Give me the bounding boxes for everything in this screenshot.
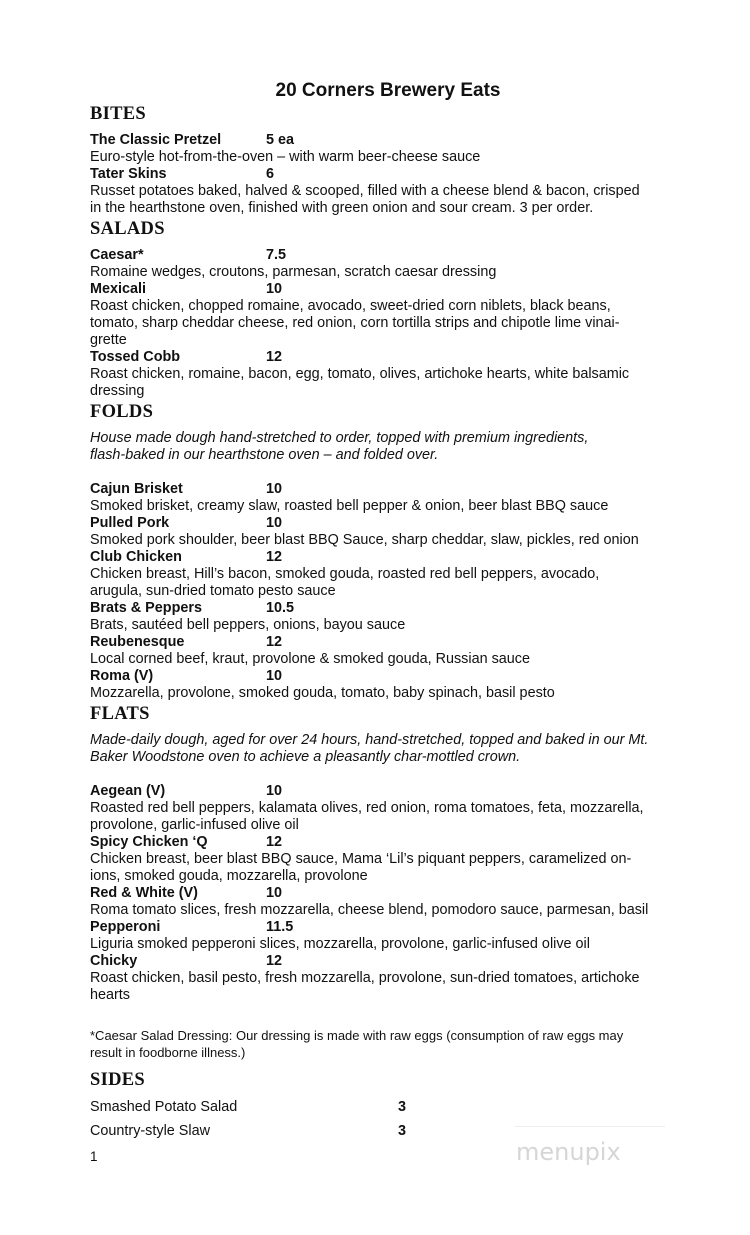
item-price: 10 (266, 783, 283, 799)
section-heading-sides: SIDES (90, 1070, 145, 1090)
sides-list (90, 1095, 690, 1143)
item-price: 11.5 (266, 919, 294, 935)
intro-line: Baker Woodstone oven to achieve a pleasantly char-mottled crown. (90, 749, 521, 765)
item-description: tomato, sharp cheddar cheese, red onion, corn tortilla strips and chipotle lime vinai- (90, 315, 620, 331)
footnote (90, 1027, 690, 1061)
item-header (90, 166, 690, 183)
item-price: 10.5 (266, 600, 295, 616)
item-header (90, 953, 690, 970)
item-price: 12 (266, 953, 283, 969)
item-price: 10 (266, 481, 283, 497)
item-name: Mexicali (90, 281, 146, 297)
item-header (90, 668, 690, 685)
item-name: Red & White (V) (90, 885, 198, 901)
section-intro (90, 430, 690, 464)
menu-item (90, 834, 690, 885)
item-description: Euro-style hot-from-the-oven – with warm beer-cheese sauce (90, 149, 481, 165)
item-price: 10 (266, 515, 283, 531)
menu-section-flats (90, 704, 690, 1004)
item-description: Local corned beef, kraut, provolone & smoked gouda, Russian sauce (90, 651, 530, 667)
menu-item (90, 953, 690, 1004)
item-description: arugula, sun-dried tomato pesto sauce (90, 583, 336, 599)
watermark-divider (515, 1126, 665, 1127)
item-header (90, 783, 690, 800)
item-name: Chicky (90, 953, 138, 969)
section-heading: FOLDS (90, 402, 154, 422)
intro-line: flash-baked in our hearthstone oven – and folded over. (90, 447, 439, 463)
item-price: 10 (266, 281, 283, 297)
item-name: Tater Skins (90, 166, 167, 182)
item-name: Pepperoni (90, 919, 161, 935)
item-description: Roasted red bell peppers, kalamata olives, red onion, roma tomatoes, feta, mozzarella, (90, 800, 644, 816)
menu-section-folds (90, 402, 690, 702)
footnote-line: *Caesar Salad Dressing: Our dressing is made with raw eggs (consumption of raw eggs may (90, 1028, 624, 1043)
item-header (90, 281, 690, 298)
footnote-line: result in foodborne illness.) (90, 1045, 246, 1060)
item-header (90, 132, 690, 149)
side-name: Country-style Slaw (90, 1123, 210, 1139)
section-heading: SALADS (90, 219, 165, 239)
item-name: The Classic Pretzel (90, 132, 222, 148)
page-number: 1 (90, 1149, 98, 1164)
side-item (90, 1095, 690, 1119)
menu-title: 20 Corners Brewery Eats (275, 80, 501, 101)
menu-section-salads (90, 219, 690, 400)
item-description: Chicken breast, beer blast BBQ sauce, Mama ‘Lil’s piquant peppers, caramelized on- (90, 851, 632, 867)
item-header (90, 247, 690, 264)
item-header (90, 481, 690, 498)
item-description: ions, smoked gouda, mozzarella, provolone (90, 868, 368, 884)
item-description: Mozzarella, provolone, smoked gouda, tomato, baby spinach, basil pesto (90, 685, 555, 701)
side-price: 3 (398, 1099, 407, 1115)
item-price: 12 (266, 549, 283, 565)
item-name: Brats & Peppers (90, 600, 202, 616)
item-description: Russet potatoes baked, halved & scooped, filled with a cheese blend & bacon, crisped (90, 183, 640, 199)
menu-item (90, 132, 690, 166)
item-name: Cajun Brisket (90, 481, 183, 497)
item-description: Brats, sautéed bell peppers, onions, bayou sauce (90, 617, 406, 633)
item-price: 10 (266, 885, 283, 901)
item-description: Roast chicken, basil pesto, fresh mozzarella, provolone, sun-dried tomatoes, artichoke (90, 970, 640, 986)
menu-item (90, 281, 690, 349)
menu-item (90, 783, 690, 834)
item-header (90, 349, 690, 366)
section-intro (90, 732, 690, 766)
item-header (90, 834, 690, 851)
item-description: Smoked pork shoulder, beer blast BBQ Sauce, sharp cheddar, slaw, pickles, red onion (90, 532, 639, 548)
item-price: 6 (266, 166, 275, 182)
item-name: Aegean (V) (90, 783, 166, 799)
item-price: 12 (266, 349, 283, 365)
item-header (90, 919, 690, 936)
menu-item (90, 515, 690, 549)
item-description: hearts (90, 987, 130, 1003)
item-header (90, 600, 690, 617)
menu-item (90, 600, 690, 634)
item-header (90, 634, 690, 651)
menu-page (90, 80, 690, 1167)
item-name: Spicy Chicken ‘Q (90, 834, 208, 850)
item-price: 12 (266, 834, 283, 850)
item-description: dressing (90, 383, 145, 399)
item-description: provolone, garlic-infused olive oil (90, 817, 299, 833)
item-header (90, 885, 690, 902)
item-price: 7.5 (266, 247, 287, 263)
item-description: Smoked brisket, creamy slaw, roasted bell pepper & onion, beer blast BBQ sauce (90, 498, 609, 514)
item-description: Liguria smoked pepperoni slices, mozzarella, provolone, garlic-infused olive oil (90, 936, 590, 952)
item-name: Reubenesque (90, 634, 185, 650)
item-name: Tossed Cobb (90, 349, 181, 365)
menu-item (90, 481, 690, 515)
menu-sections (90, 104, 690, 1004)
intro-line: Made-daily dough, aged for over 24 hours, hand-stretched, topped and baked in our Mt. (90, 732, 649, 748)
menu-item (90, 634, 690, 668)
menu-section-bites (90, 104, 690, 217)
section-heading: BITES (90, 104, 147, 124)
item-description: in the hearthstone oven, finished with green onion and sour cream. 3 per order. (90, 200, 594, 216)
item-description: Chicken breast, Hill’s bacon, smoked gouda, roasted red bell peppers, avocado, (90, 566, 600, 582)
menu-item (90, 668, 690, 702)
menu-item (90, 549, 690, 600)
item-description: Romaine wedges, croutons, parmesan, scratch caesar dressing (90, 264, 497, 280)
menu-item (90, 885, 690, 919)
menu-item (90, 919, 690, 953)
item-description: Roast chicken, chopped romaine, avocado, sweet-dried corn niblets, black beans, (90, 298, 611, 314)
intro-line: House made dough hand-stretched to order, topped with premium ingredients, (90, 430, 589, 446)
item-header (90, 515, 690, 532)
section-heading: FLATS (90, 704, 150, 724)
watermark-logo: menupix (516, 1138, 621, 1166)
item-description: grette (90, 332, 127, 348)
item-header (90, 549, 690, 566)
item-name: Pulled Pork (90, 515, 170, 531)
side-price: 3 (398, 1123, 407, 1139)
item-name: Caesar* (90, 247, 144, 263)
item-name: Roma (V) (90, 668, 154, 684)
menu-item (90, 349, 690, 400)
item-price: 10 (266, 668, 283, 684)
item-description: Roma tomato slices, fresh mozzarella, cheese blend, pomodoro sauce, parmesan, basil (90, 902, 649, 918)
item-price: 5 ea (266, 132, 295, 148)
menu-item (90, 247, 690, 281)
item-description: Roast chicken, romaine, bacon, egg, tomato, olives, artichoke hearts, white balsamic (90, 366, 630, 382)
menu-item (90, 166, 690, 217)
side-name: Smashed Potato Salad (90, 1099, 238, 1115)
item-price: 12 (266, 634, 283, 650)
item-name: Club Chicken (90, 549, 182, 565)
